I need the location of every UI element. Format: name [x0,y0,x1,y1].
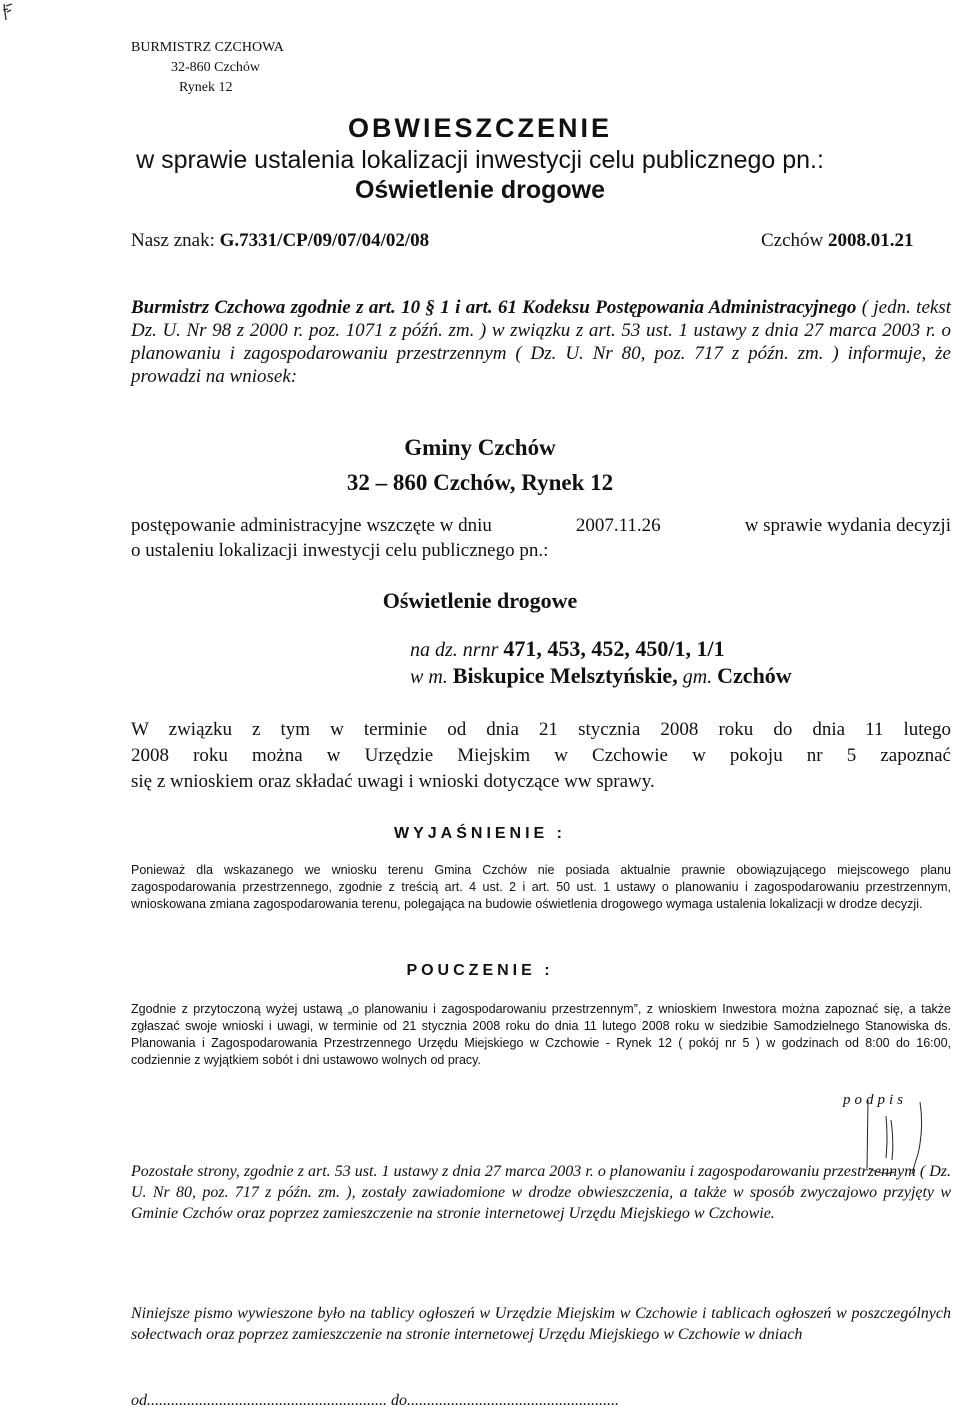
proceeding-paragraph [131,513,951,563]
location-prefix: w m. [410,666,448,688]
reference-place: Czchów [761,230,824,251]
reference-label: Nasz znak: [131,230,215,251]
commune-name: Czchów [717,663,792,688]
parcel-location-line [410,663,792,690]
reference-code: G.7331/CP/09/07/04/02/08 [219,230,430,251]
explanation-header: WYJAŚNIENIE : [393,825,566,842]
posting-paragraph: Niniejsze pismo wywieszone było na tablicy ogłoszeń w Urzędzie Miejskim w Czchowie i tablicach ogłoszeń w poszczególnych sołectwach oraz poprzez zamieszczenie na stronie internetowej Urzędu Miejskiego w Czchowie w dniach [131,1305,951,1343]
notice-line-2: 2008 roku można w Urzędzie Miejskim w Czchowie w pokoju nr 5 zapoznać [131,745,951,766]
applicant-name: Gminy Czchów [404,435,556,460]
proceeding-line-2: o ustaleniu lokalizacji inwestycji celu publicznego pn.: [131,540,549,561]
other-parties-paragraph: Pozostałe strony, zgodnie z art. 53 ust. 1 ustawy z dnia 27 marca 2003 r. o planowaniu i zagospodarowaniu przestrzennym ( Dz. U. Nr 80, poz. 717 z późn. zm. ), zostały zawiadomione w drodze obwieszczenia, a także w sposób zwyczajowo przyjęty w Gminie Czchów oraz poprzez zamieszczenie na stronie internetowej Urzędu Miejskiego w Czchowie. [131,1163,951,1222]
parcels-block [410,636,792,690]
sender-postcode: 32-860 Czchów [171,60,261,75]
date-from-label: od [131,1392,147,1409]
sender-block [131,38,284,98]
explanation-text: Ponieważ dla wskazanego we wniosku terenu Gmina Czchów nie posiada aktualnie prawnie obowiązującego miejscowego planu zagospodarowania przestrzennego, zgodnie z treścią art. 4 ust. 2 i art. 50 ust. 1 ustawy o planowaniu i zagospodarowaniu przestrzennym, wnioskowana zmiana zagospodarowania terenu, polegająca na budowie oświetlenia drogowego wymaga ustalenia lokalizacji w drodze decyzji. [131,863,951,911]
scan-artifact-mark [0,0,20,24]
proceeding-part2: w sprawie wydania decyzji [744,515,951,536]
notice-line-3: się z wnioskiem oraz składać uwagi i wnioski dotyczące ww sprawy. [131,771,655,792]
applicant-address: 32 – 860 Czchów, Rynek 12 [346,470,614,495]
reference-number [131,230,429,252]
intro-paragraph [131,296,951,388]
proceeding-part1: postępowanie administracyjne wszczęte w dniu [131,515,492,536]
document-subject: w sprawie ustalenia lokalizacji inwestycji celu publicznego pn.: [136,146,824,174]
sender-street: Rynek 12 [179,80,233,95]
reference-date [761,230,914,252]
proceeding-line-1 [131,513,951,538]
reference-date-value: 2008.01.21 [828,230,914,251]
date-to-dots: ..................................................... [407,1392,619,1409]
intro-text: ( jedn. tekst Dz. U. Nr 98 z 2000 r. poz. 1071 z późń. zm. ) w związku z art. 53 ust. 1 ustawy z dnia 27 marca 2003 r. o planowaniu i zagospodarowaniu przestrzennym ( Dz. U. Nr 80, poz. 717 z późn. zm. ) informuje, że prowadzi na wniosek: [131,297,951,387]
date-from-dots: ............................................................ [147,1392,387,1409]
date-to-label: do [391,1392,407,1409]
commune-prefix: gm. [682,666,713,688]
parcel-prefix: na dz. nrnr [410,639,499,661]
location-name: Biskupice Melsztyńskie, [452,663,678,688]
intro-bold-text: Burmistrz Czchowa zgodnie z art. 10 § 1 i art. 61 Kodeksu Postępowania Administracyjnego [131,297,857,318]
sender-name: BURMISTRZ CZCHOWA [131,40,284,55]
posting-dates-line [131,1392,619,1410]
signature-label: podpis [843,1092,908,1108]
investment-name: Oświetlenie drogowe [354,176,606,204]
proceeding-topic: Oświetlenie drogowe [382,588,578,613]
instruction-header: POUCZENIE : [406,962,554,979]
parcel-numbers: 471, 453, 452, 450/1, 1/1 [503,636,725,661]
parcel-numbers-line [410,636,792,663]
notice-paragraph [131,717,951,795]
proceeding-date: 2007.11.26 [575,515,661,536]
document-heading: OBWIESZCZENIE [347,113,612,143]
instruction-text: Zgodnie z przytoczoną wyżej ustawą „o planowaniu i zagospodarowaniu przestrzennym”, z wnioskiem Inwestora można zapoznać się, a także zgłaszać swoje wnioski i uwagi, w terminie od 21 stycznia 2008 roku do dnia 11 lutego 2008 roku w siedzibie Samodzielnego Stanowiska ds. Planowania i Zagospodarowania Przestrzennego Urzędu Miejskiego w Czchowie - Rynek 12 ( pokój nr 5 ) w godzinach od 8:00 do 16:00, codziennie z wyjątkiem sobót i dni ustawowo wolnych od pracy. [131,1002,951,1067]
notice-line-1: W związku z tym w terminie od dnia 21 stycznia 2008 roku do dnia 11 lutego [131,719,951,740]
